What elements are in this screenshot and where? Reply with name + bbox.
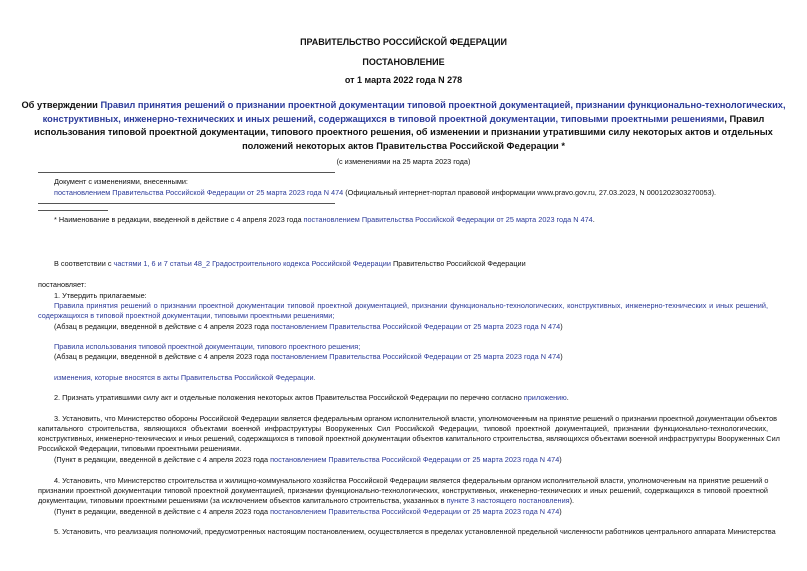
p3-line-2: капитального строительства, являющихся объектами военной инфраструктуры Вооруженных Сил Российской Федерации, типовой проектной документацией, признании функционально-технологических, <box>38 424 768 433</box>
title-line-3: использования типовой проектной документации, типового проектного решения, об изменении и признании утратившими силу некоторых актов и отдельных <box>34 127 773 137</box>
preamble-text-2: Правительство Российской Федерации <box>390 259 526 268</box>
document-title <box>0 99 807 153</box>
amendments-line <box>54 188 716 197</box>
p1-intro: 1. Утвердить прилагаемые: <box>54 291 147 300</box>
p4-line-3-end: ). <box>569 496 575 505</box>
p4-edit-note <box>54 507 562 516</box>
p3-edit-note-link[interactable]: постановлением Правительства Российской Федерации от 25 марта 2023 года N 474 <box>270 455 560 464</box>
preamble-code-link[interactable]: частями 1, 6 и 7 статьи 48_2 Градостроительного кодекса Российской Федерации <box>113 259 391 268</box>
p1-edit-note-2-text: (Абзац в редакции, введенной в действие с 4 апреля 2023 года <box>54 352 271 361</box>
footnote-end: . <box>592 215 595 224</box>
p4-edit-note-text: (Пункт в редакции, введенной в действие с 4 апреля 2023 года <box>54 507 271 516</box>
amendments-source: (Официальный интернет-портал правовой информации www.pravo.gov.ru, 27.03.2023, N 0001202303270053). <box>343 188 717 197</box>
title-line-4: положений некоторых актов Правительства Российской Федерации * <box>242 140 565 151</box>
title-prefix: Об утверждении <box>21 100 101 110</box>
p4-line-3 <box>38 496 574 505</box>
amendments-divider <box>38 172 335 173</box>
p2 <box>54 393 569 402</box>
amendments-link[interactable]: постановлением Правительства Российской Федерации от 25 марта 2023 года N 474 <box>54 188 344 197</box>
footnote-divider <box>38 210 108 211</box>
p2-appendix-link[interactable]: приложению <box>523 393 567 402</box>
footnote <box>54 215 595 224</box>
p1-edit-note-2-end: ) <box>560 352 563 361</box>
p3-line-3: конструктивных, инженерно-технических и иных решений, содержащихся в типовой проектной документации объектов капитального строительства, являющихся объектами военной инфраструктуры Вооруженных Сил <box>38 434 780 443</box>
amendments-bottom-divider <box>38 203 335 204</box>
preamble-text-1: В соответствии с <box>54 259 114 268</box>
p1-rules1-link-line-2[interactable]: содержащихся в типовой проектной документации, типовыми проектными решениями; <box>38 311 335 320</box>
document-date-number: от 1 марта 2022 года N 278 <box>344 75 463 85</box>
p1-edit-note-1 <box>54 322 563 331</box>
p2-text: 2. Признать утратившими силу акт и отдельные положения некоторых актов Правительства Российской Федерации по перечню согласно <box>54 393 524 402</box>
p4-edit-note-link[interactable]: постановлением Правительства Российской Федерации от 25 марта 2023 года N 474 <box>270 507 560 516</box>
p4-edit-note-end: ) <box>559 507 562 516</box>
title-link-rules[interactable]: Правил принятия решений о признании проектной документации типовой проектной документацией, признании функционально-технологических, <box>100 100 786 110</box>
p1-edit-note-1-text: (Абзац в редакции, введенной в действие с 4 апреля 2023 года <box>54 322 271 331</box>
p3-line-1: 3. Установить, что Министерство обороны Российской Федерации является федеральным органом исполнительной власти, уполномоченным на принятие решений о признании проектной документации объектов <box>54 414 778 423</box>
p1-edit-note-2-link[interactable]: постановлением Правительства Российской Федерации от 25 марта 2023 года N 474 <box>271 352 561 361</box>
p4-line-3-text: документации, типовыми проектными решениями (за исключением объектов капитального строительства, указанных в <box>38 496 447 505</box>
document-type: ПОСТАНОВЛЕНИЕ <box>362 57 445 67</box>
p1-edit-note-1-end: ) <box>560 322 563 331</box>
p4-point3-link[interactable]: пункте 3 настоящего постановления <box>446 496 570 505</box>
p1-edit-note-2 <box>54 352 563 361</box>
p2-end: . <box>566 393 569 402</box>
government-heading: ПРАВИТЕЛЬСТВО РОССИЙСКОЙ ФЕДЕРАЦИИ <box>300 37 507 47</box>
p1-edit-note-1-link[interactable]: постановлением Правительства Российской Федерации от 25 марта 2023 года N 474 <box>271 322 561 331</box>
p4-line-2: признании проектной документации типовой проектной документацией, признании функционально-технологических, конструктивных, инженерно-технических и иных решений, содержащихся в типовой проектной <box>38 486 768 495</box>
p1-changes-link[interactable]: изменения, которые вносятся в акты Правительства Российской Федерации. <box>54 373 316 382</box>
p3-edit-note <box>54 455 562 464</box>
preamble <box>54 259 526 268</box>
p3-edit-note-end: ) <box>559 455 562 464</box>
p3-edit-note-text: (Пункт в редакции, введенной в действие с 4 апреля 2023 года <box>54 455 271 464</box>
title-link-rules-cont[interactable]: конструктивных, инженерно-технических и иных решений, содержащихся в типовой проектной документации, типовыми проектными решениями <box>42 113 725 124</box>
p1-rules2-link[interactable]: Правила использования типовой проектной документации, типового проектного решения; <box>54 342 361 351</box>
revision-note: (с изменениями на 25 марта 2023 года) <box>336 157 471 166</box>
resolves-text: постановляет: <box>38 280 87 289</box>
title-line-2-suffix: , Правил <box>724 113 765 124</box>
title-line-2 <box>0 113 807 127</box>
amendments-heading: Документ с изменениями, внесенными: <box>54 177 188 186</box>
p4-line-1: 4. Установить, что Министерство строительства и жилищно-коммунального хозяйства Российской Федерации является федеральным органом исполнительной власти, уполномоченным на принятие решений о <box>54 476 769 485</box>
footnote-link[interactable]: постановлением Правительства Российской Федерации от 25 марта 2023 года N 474 <box>303 215 593 224</box>
p5-line-1: 5. Установить, что реализация полномочий, предусмотренных настоящим постановлением, осуществляется в пределах установленной предельной численности работников центрального аппарата Министерства <box>54 527 776 536</box>
title-line-1 <box>0 99 807 113</box>
p1-rules1-link-line-1[interactable]: Правила принятия решений о признании проектной документации типовой проектной документацией, признании функционально-технологических, конструктивных, инженерно-технических и иных решений, <box>54 301 768 310</box>
footnote-text: * Наименование в редакции, введенной в действие с 4 апреля 2023 года <box>54 215 304 224</box>
p3-line-4: Российской Федерации, типовыми проектными решениями. <box>38 444 242 453</box>
